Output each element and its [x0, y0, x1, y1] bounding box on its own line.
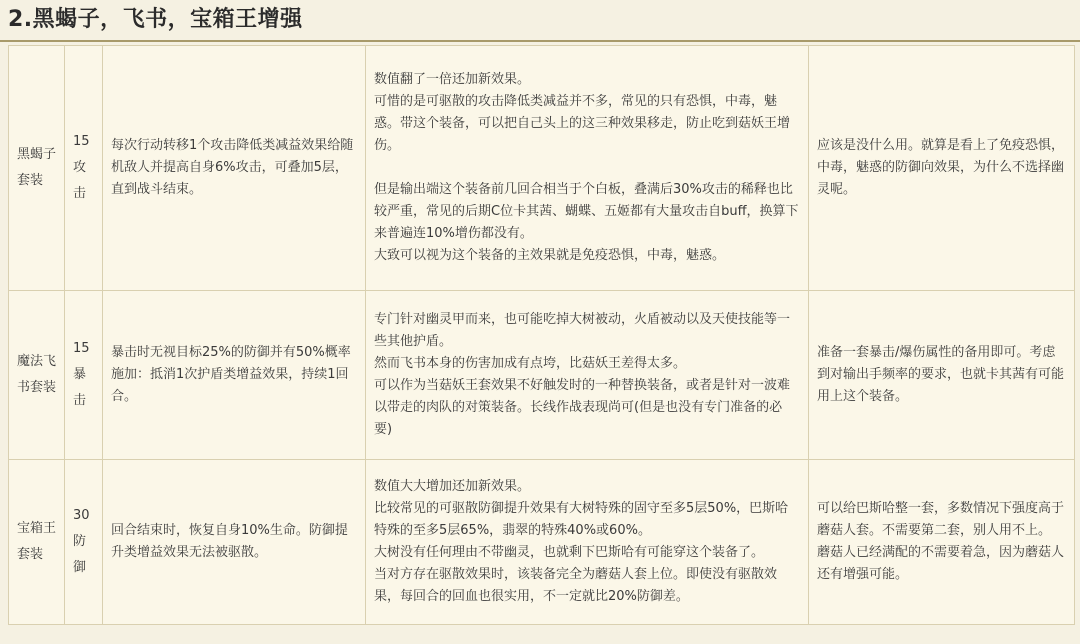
effect-text: 每次行动转移1个攻击降低类减益效果给随机敌人并提高自身6%攻击，可叠加5层，直到战斗结束。	[111, 138, 354, 197]
equipment-name-cell	[9, 291, 65, 460]
comment-cell	[809, 460, 1075, 625]
analysis-paragraph: 数值大大增加还加新效果。	[374, 479, 531, 494]
effect-text: 暴击时无视目标25%的防御并有50%概率施加：抵消1次护盾类增益效果，持续1回合。	[111, 345, 351, 404]
analysis-paragraph: 可惜的是可驱散的攻击降低类减益并不多，常见的只有恐惧，中毒，魅惑。带这个装备，可以把自己头上的这三种效果移走，防止吃到菇妖王增伤。	[374, 94, 791, 153]
analysis-blank-line	[374, 157, 800, 179]
analysis-paragraph: 专门针对幽灵甲而来，也可能吃掉大树被动，火盾被动以及天使技能等一些其他护盾。	[374, 312, 791, 349]
analysis-paragraph: 比较常见的可驱散防御提升效果有大树特殊的固守至多5层50%，巴斯哈特殊的至多5层65%，翡翠的特殊40%或60%。	[374, 501, 789, 538]
analysis-cell	[366, 460, 809, 625]
comment-text: 应该是没什么用。就算是看上了免疫恐惧，中毒，魅惑的防御向效果，为什么不选择幽灵呢。	[817, 138, 1065, 197]
table-row	[9, 291, 1075, 460]
analysis-cell	[366, 291, 809, 460]
equipment-name-cell	[9, 46, 65, 291]
table-row	[9, 46, 1075, 291]
comment-text: 准备一套暴击/爆伤属性的备用即可。考虑到对输出手频率的要求，也就卡其茜有可能用上这个装备。	[817, 345, 1065, 404]
analysis-paragraph: 可以作为当菇妖王套效果不好触发时的一种替换装备，或者是针对一波难以带走的肉队的对策装备。长线作战表现尚可(但是也没有专门准备的必要)	[374, 378, 791, 437]
equipment-name: 魔法飞书套装	[17, 354, 57, 395]
effect-cell	[103, 291, 366, 460]
section-heading: 2.黑蝎子，飞书，宝箱王增强	[8, 7, 303, 32]
comment-cell	[809, 291, 1075, 460]
analysis-paragraph: 数值翻了一倍还加新效果。	[374, 72, 531, 87]
effect-text: 回合结束时，恢复自身10%生命。防御提升类增益效果无法被驱散。	[111, 523, 348, 560]
comment-cell	[809, 46, 1075, 291]
equipment-name-cell	[9, 460, 65, 625]
stat-value: 15攻击	[73, 134, 90, 201]
analysis-paragraph: 大树没有任何理由不带幽灵，也就剩下巴斯哈有可能穿这个装备了。	[374, 545, 765, 560]
analysis-paragraph: 但是输出端这个装备前几回合相当于个白板，叠满后30%攻击的稀释也比较严重，常见的后期C位卡其茜、蝴蝶、五姬都有大量攻击自buff，换算下来普遍连10%增伤都没有。	[374, 182, 799, 241]
stat-cell	[65, 291, 103, 460]
equipment-name: 黑蝎子套装	[17, 147, 57, 188]
stat-value: 15暴击	[73, 341, 90, 408]
stat-cell	[65, 460, 103, 625]
analysis-paragraph: 当对方存在驱散效果时，该装备完全为蘑菇人套上位。即使没有驱散效果，每回合的回血也很实用，不一定就比20%防御差。	[374, 567, 778, 604]
effect-cell	[103, 46, 366, 291]
stat-value: 30防御	[73, 508, 90, 575]
analysis-paragraph: 然而飞书本身的伤害加成有点垮，比菇妖王差得太多。	[374, 356, 687, 371]
analysis-cell	[366, 46, 809, 291]
equipment-table	[8, 45, 1075, 625]
stat-cell	[65, 46, 103, 291]
comment-text: 可以给巴斯哈整一套，多数情况下强度高于蘑菇人套。不需要第二套，别人用不上。 蘑菇人已经满配的不需要着急，因为蘑菇人还有增强可能。	[817, 501, 1065, 582]
table-row	[9, 460, 1075, 625]
analysis-paragraph: 大致可以视为这个装备的主效果就是免疫恐惧，中毒，魅惑。	[374, 248, 726, 263]
effect-cell	[103, 460, 366, 625]
equipment-name: 宝箱王套装	[17, 521, 57, 562]
heading-divider	[0, 40, 1080, 42]
